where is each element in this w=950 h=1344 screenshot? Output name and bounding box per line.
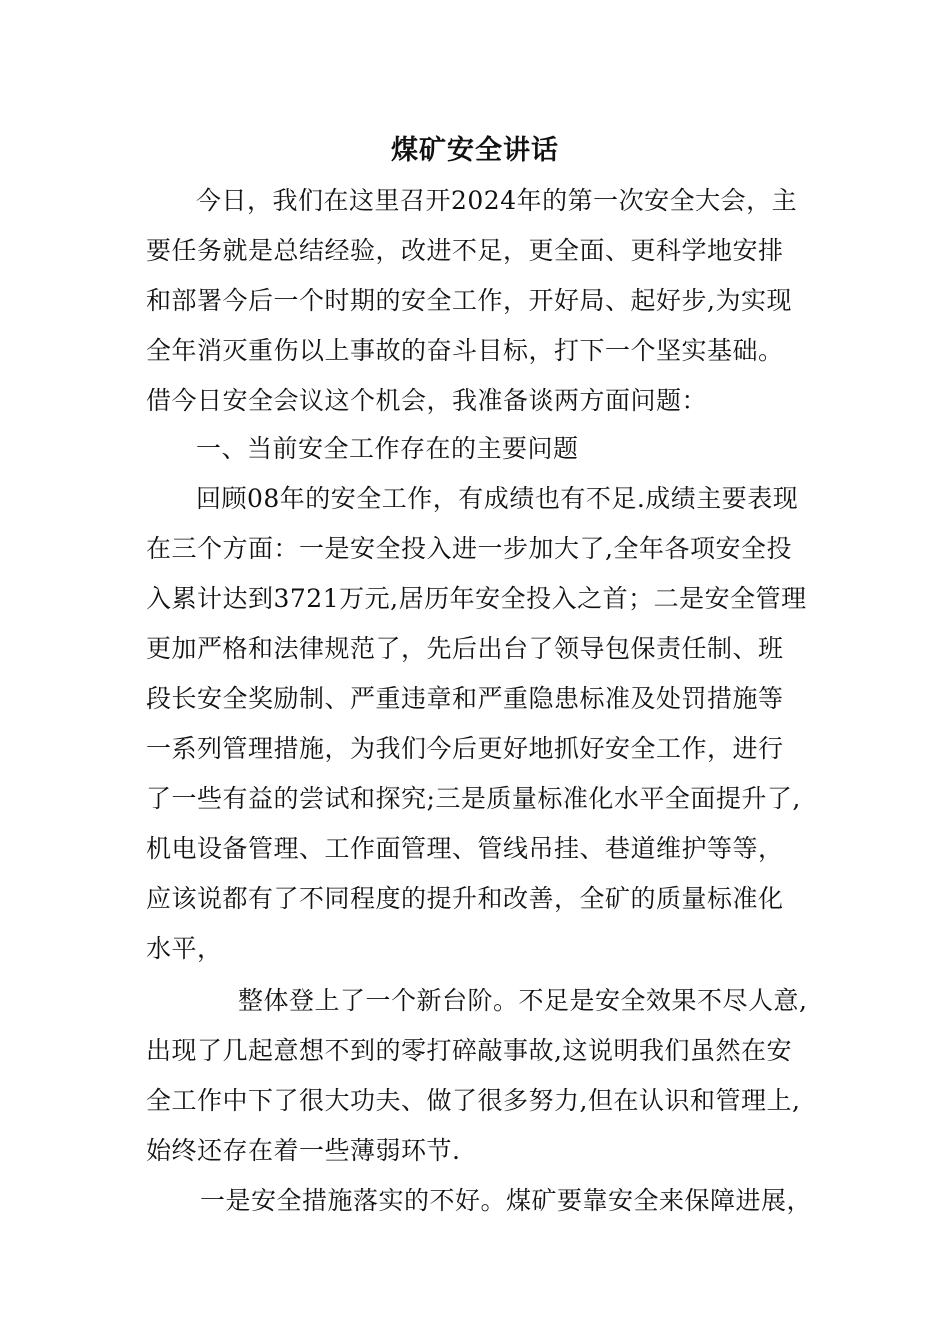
text-line: 水平， <box>146 934 223 963</box>
text-line: 和部署今后一个时期的安全工作，开好局、起好步,为实现 <box>146 286 792 315</box>
text-line: 机电设备管理、工作面管理、管线吊挂、巷道维护等等， <box>146 834 784 863</box>
text-line: 全工作中下了很大功夫、做了很多努力,但在认识和管理上, <box>146 1086 801 1115</box>
text-line: 了一些有益的尝试和探究;三是质量标准化水平全面提升了, <box>146 784 801 813</box>
text-line: 回顾08年的安全工作，有成绩也有不足.成绩主要表现 <box>196 484 799 513</box>
text-line: 出现了几起意想不到的零打碎敲事故,这说明我们虽然在安 <box>146 1036 792 1065</box>
text-line: 借今日安全会议这个机会，我准备谈两方面问题： <box>146 386 708 415</box>
text-line: 更加严格和法律规范了，先后出台了领导包保责任制、班 <box>146 634 784 663</box>
text-line: 今日，我们在这里召开2024年的第一次安全大会，主 <box>196 186 798 215</box>
text-line: 段长安全奖励制、严重违章和严重隐患标准及处罚措施等 <box>146 684 784 713</box>
text-line: 始终还存在着一些薄弱环节. <box>146 1136 461 1165</box>
text-line: 一系列管理措施，为我们今后更好地抓好安全工作，进行 <box>146 734 784 763</box>
section-heading: 一、当前安全工作存在的主要问题 <box>196 434 579 463</box>
text-line: 整体登上了一个新台阶。不足是安全效果不尽人意, <box>238 986 808 1015</box>
text-line: 入累计达到3721万元,居历年安全投入之首；二是安全管理 <box>146 584 807 613</box>
text-line: 在三个方面：一是安全投入进一步加大了,全年各项安全投 <box>146 534 792 563</box>
text-line: 一是安全措施落实的不好。煤矿要靠安全来保障进展， <box>200 1186 813 1215</box>
text-line: 应该说都有了不同程度的提升和改善，全矿的质量标准化 <box>146 884 784 913</box>
document-title: 煤矿安全讲话 <box>391 135 559 166</box>
text-line: 全年消灭重伤以上事故的奋斗目标，打下一个坚实基础。 <box>146 336 784 365</box>
text-line: 要任务就是总结经验，改进不足，更全面、更科学地安排 <box>146 236 784 265</box>
